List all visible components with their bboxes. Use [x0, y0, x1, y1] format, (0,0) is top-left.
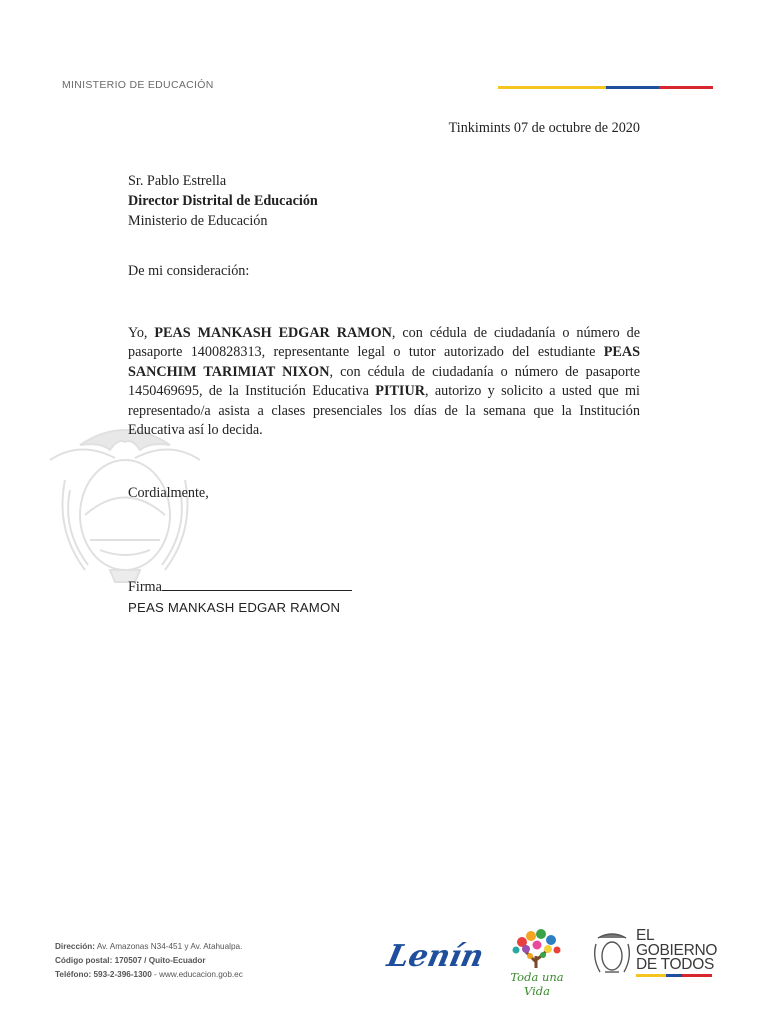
gobierno-de-todos-text — [636, 929, 717, 973]
footer-contact-info — [55, 940, 243, 982]
school-name: PITIUR — [375, 383, 425, 400]
letter-date: Tinkimints 07 de octubre de 2020 — [448, 120, 640, 136]
signature-block — [128, 578, 640, 617]
addressee-name: Sr. Pablo Estrella — [128, 173, 227, 189]
signature-line — [162, 578, 352, 591]
coat-of-arms-watermark-icon — [40, 420, 210, 590]
gobierno-line3: DE TODOS — [636, 956, 714, 973]
addressee-block — [128, 172, 640, 231]
addressee-position: Director Distrital de Educación — [128, 192, 318, 209]
footer-address-label: Dirección: — [55, 942, 96, 951]
lenin-logo-icon — [384, 932, 487, 978]
footer-phone: Teléfono: 593-2-396-1300 — [55, 970, 152, 979]
body-text-part: , con cédula de ciudadanía o número de pasaporte 1450469695, de la Institución Educativa — [128, 363, 640, 400]
lenin-logo-text: Lenín — [384, 939, 487, 974]
flag-yellow-stripe — [498, 86, 606, 89]
addressee-institution: Ministerio de Educación — [128, 212, 268, 229]
flag-red-stripe — [659, 86, 713, 89]
footer-address-value: Av. Amazonas N34-451 y Av. Atahualpa. — [95, 942, 243, 951]
ministry-header: MINISTERIO DE EDUCACIÓN — [62, 79, 214, 91]
body-text-part: , con cédula de ciudadanía o número de pasaporte 1400828313, representante legal o tutor autorizado del estudiante — [128, 325, 640, 361]
student-name: PEAS SANCHIM TARIMIAT NIXON — [128, 344, 640, 380]
footer-separator: - — [151, 970, 160, 979]
signature-label: Firma — [128, 579, 162, 595]
body-text-part: , autorizo y solicito a usted que mi representado/a asista a clases presenciales los días de la semana que la Institución Educativa así lo decida. — [128, 383, 640, 439]
toda-una-vida-text: Toda una Vida — [510, 970, 564, 998]
greeting: De mi consideración: — [128, 263, 250, 279]
letter-body — [128, 324, 640, 440]
signature-name: PEAS MANKASH EDGAR RAMON — [128, 599, 341, 615]
flag-blue-stripe — [606, 86, 660, 89]
flag-color-bar — [498, 86, 713, 89]
gobierno-line1: EL — [636, 927, 655, 944]
body-text-part: Yo, — [128, 325, 155, 341]
closing: Cordialmente, — [128, 485, 209, 501]
representative-name: PEAS MANKASH EDGAR RAMON — [154, 325, 392, 341]
footer-postal-code: Código postal: 170507 / Quito-Ecuador — [55, 956, 206, 965]
footer-website-link: www.educacion.gob.ec — [159, 970, 243, 979]
gobierno-line2: GOBIERNO — [636, 941, 718, 959]
